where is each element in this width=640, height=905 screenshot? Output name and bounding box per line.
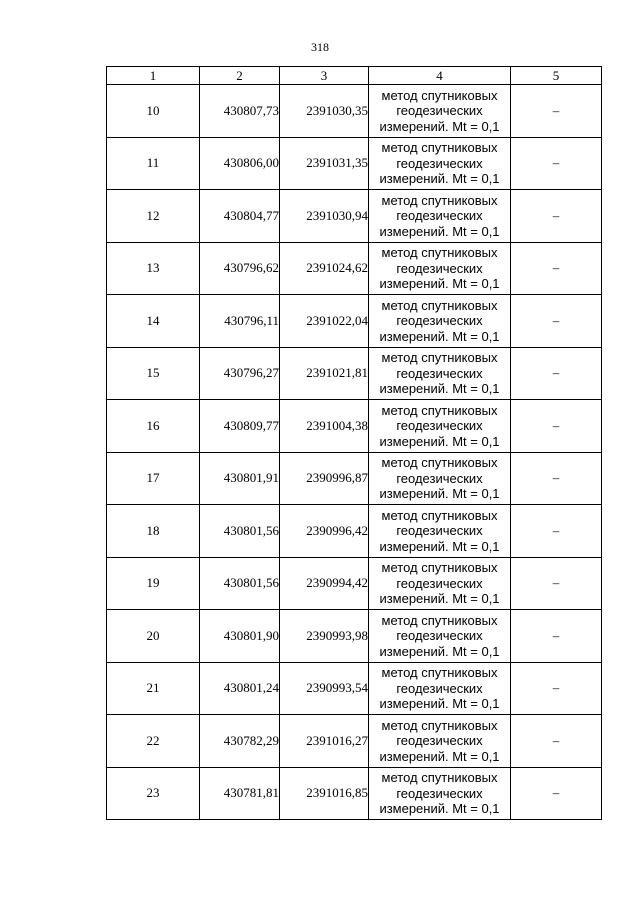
x-coordinate-cell: 430804,77	[200, 190, 280, 243]
method-cell: метод спутниковых геодезических измерений. Mt = 0,1	[369, 505, 511, 558]
note-cell: –	[511, 610, 602, 663]
table-row	[107, 400, 602, 453]
method-cell: метод спутниковых геодезических измерений. Mt = 0,1	[369, 452, 511, 505]
x-coordinate-cell: 430796,62	[200, 242, 280, 295]
method-cell: метод спутниковых геодезических измерений. Mt = 0,1	[369, 190, 511, 243]
table-row	[107, 505, 602, 558]
x-coordinate-cell: 430781,81	[200, 767, 280, 820]
x-coordinate-cell: 430806,00	[200, 137, 280, 190]
method-cell: метод спутниковых геодезических измерений. Mt = 0,1	[369, 242, 511, 295]
note-cell: –	[511, 662, 602, 715]
y-coordinate-cell: 2391024,62	[280, 242, 369, 295]
point-number-cell: 11	[107, 137, 200, 190]
point-number-cell: 12	[107, 190, 200, 243]
table-row	[107, 557, 602, 610]
point-number-cell: 16	[107, 400, 200, 453]
method-cell: метод спутниковых геодезических измерений. Mt = 0,1	[369, 400, 511, 453]
table-row	[107, 767, 602, 820]
header-col-2: 2	[200, 67, 280, 85]
method-cell: метод спутниковых геодезических измерений. Mt = 0,1	[369, 295, 511, 348]
header-col-3: 3	[280, 67, 369, 85]
point-number-cell: 19	[107, 557, 200, 610]
table-body	[107, 85, 602, 820]
y-coordinate-cell: 2391031,35	[280, 137, 369, 190]
y-coordinate-cell: 2391030,35	[280, 85, 369, 138]
table-row	[107, 610, 602, 663]
table-row	[107, 242, 602, 295]
note-cell: –	[511, 767, 602, 820]
x-coordinate-cell: 430796,27	[200, 347, 280, 400]
method-cell: метод спутниковых геодезических измерений. Mt = 0,1	[369, 662, 511, 715]
point-number-cell: 23	[107, 767, 200, 820]
point-number-cell: 13	[107, 242, 200, 295]
point-number-cell: 18	[107, 505, 200, 558]
point-number-cell: 21	[107, 662, 200, 715]
method-cell: метод спутниковых геодезических измерений. Mt = 0,1	[369, 347, 511, 400]
header-row	[107, 67, 602, 85]
coordinates-table	[106, 66, 602, 820]
x-coordinate-cell: 430807,73	[200, 85, 280, 138]
x-coordinate-cell: 430809,77	[200, 400, 280, 453]
method-cell: метод спутниковых геодезических измерений. Mt = 0,1	[369, 767, 511, 820]
y-coordinate-cell: 2390994,42	[280, 557, 369, 610]
y-coordinate-cell: 2390993,54	[280, 662, 369, 715]
y-coordinate-cell: 2390996,87	[280, 452, 369, 505]
table-row	[107, 85, 602, 138]
y-coordinate-cell: 2391021,81	[280, 347, 369, 400]
method-cell: метод спутниковых геодезических измерений. Mt = 0,1	[369, 610, 511, 663]
x-coordinate-cell: 430801,56	[200, 557, 280, 610]
note-cell: –	[511, 715, 602, 768]
table-row	[107, 347, 602, 400]
x-coordinate-cell: 430801,56	[200, 505, 280, 558]
header-col-1: 1	[107, 67, 200, 85]
table-row	[107, 452, 602, 505]
note-cell: –	[511, 557, 602, 610]
note-cell: –	[511, 400, 602, 453]
y-coordinate-cell: 2391030,94	[280, 190, 369, 243]
y-coordinate-cell: 2391004,38	[280, 400, 369, 453]
point-number-cell: 14	[107, 295, 200, 348]
method-cell: метод спутниковых геодезических измерений. Mt = 0,1	[369, 85, 511, 138]
point-number-cell: 10	[107, 85, 200, 138]
table-row	[107, 662, 602, 715]
y-coordinate-cell: 2391022,04	[280, 295, 369, 348]
point-number-cell: 15	[107, 347, 200, 400]
note-cell: –	[511, 242, 602, 295]
note-cell: –	[511, 505, 602, 558]
y-coordinate-cell: 2390993,98	[280, 610, 369, 663]
x-coordinate-cell: 430801,90	[200, 610, 280, 663]
note-cell: –	[511, 452, 602, 505]
method-cell: метод спутниковых геодезических измерений. Mt = 0,1	[369, 715, 511, 768]
x-coordinate-cell: 430801,24	[200, 662, 280, 715]
point-number-cell: 20	[107, 610, 200, 663]
table-row	[107, 295, 602, 348]
note-cell: –	[511, 190, 602, 243]
table-row	[107, 715, 602, 768]
header-col-5: 5	[511, 67, 602, 85]
method-cell: метод спутниковых геодезических измерений. Mt = 0,1	[369, 557, 511, 610]
point-number-cell: 17	[107, 452, 200, 505]
page-number: 318	[311, 40, 329, 54]
y-coordinate-cell: 2391016,27	[280, 715, 369, 768]
table-row	[107, 137, 602, 190]
x-coordinate-cell: 430801,91	[200, 452, 280, 505]
point-number-cell: 22	[107, 715, 200, 768]
note-cell: –	[511, 295, 602, 348]
table-row	[107, 190, 602, 243]
table-header	[107, 67, 602, 85]
note-cell: –	[511, 137, 602, 190]
header-col-4: 4	[369, 67, 511, 85]
x-coordinate-cell: 430796,11	[200, 295, 280, 348]
y-coordinate-cell: 2390996,42	[280, 505, 369, 558]
x-coordinate-cell: 430782,29	[200, 715, 280, 768]
y-coordinate-cell: 2391016,85	[280, 767, 369, 820]
method-cell: метод спутниковых геодезических измерений. Mt = 0,1	[369, 137, 511, 190]
note-cell: –	[511, 347, 602, 400]
note-cell: –	[511, 85, 602, 138]
